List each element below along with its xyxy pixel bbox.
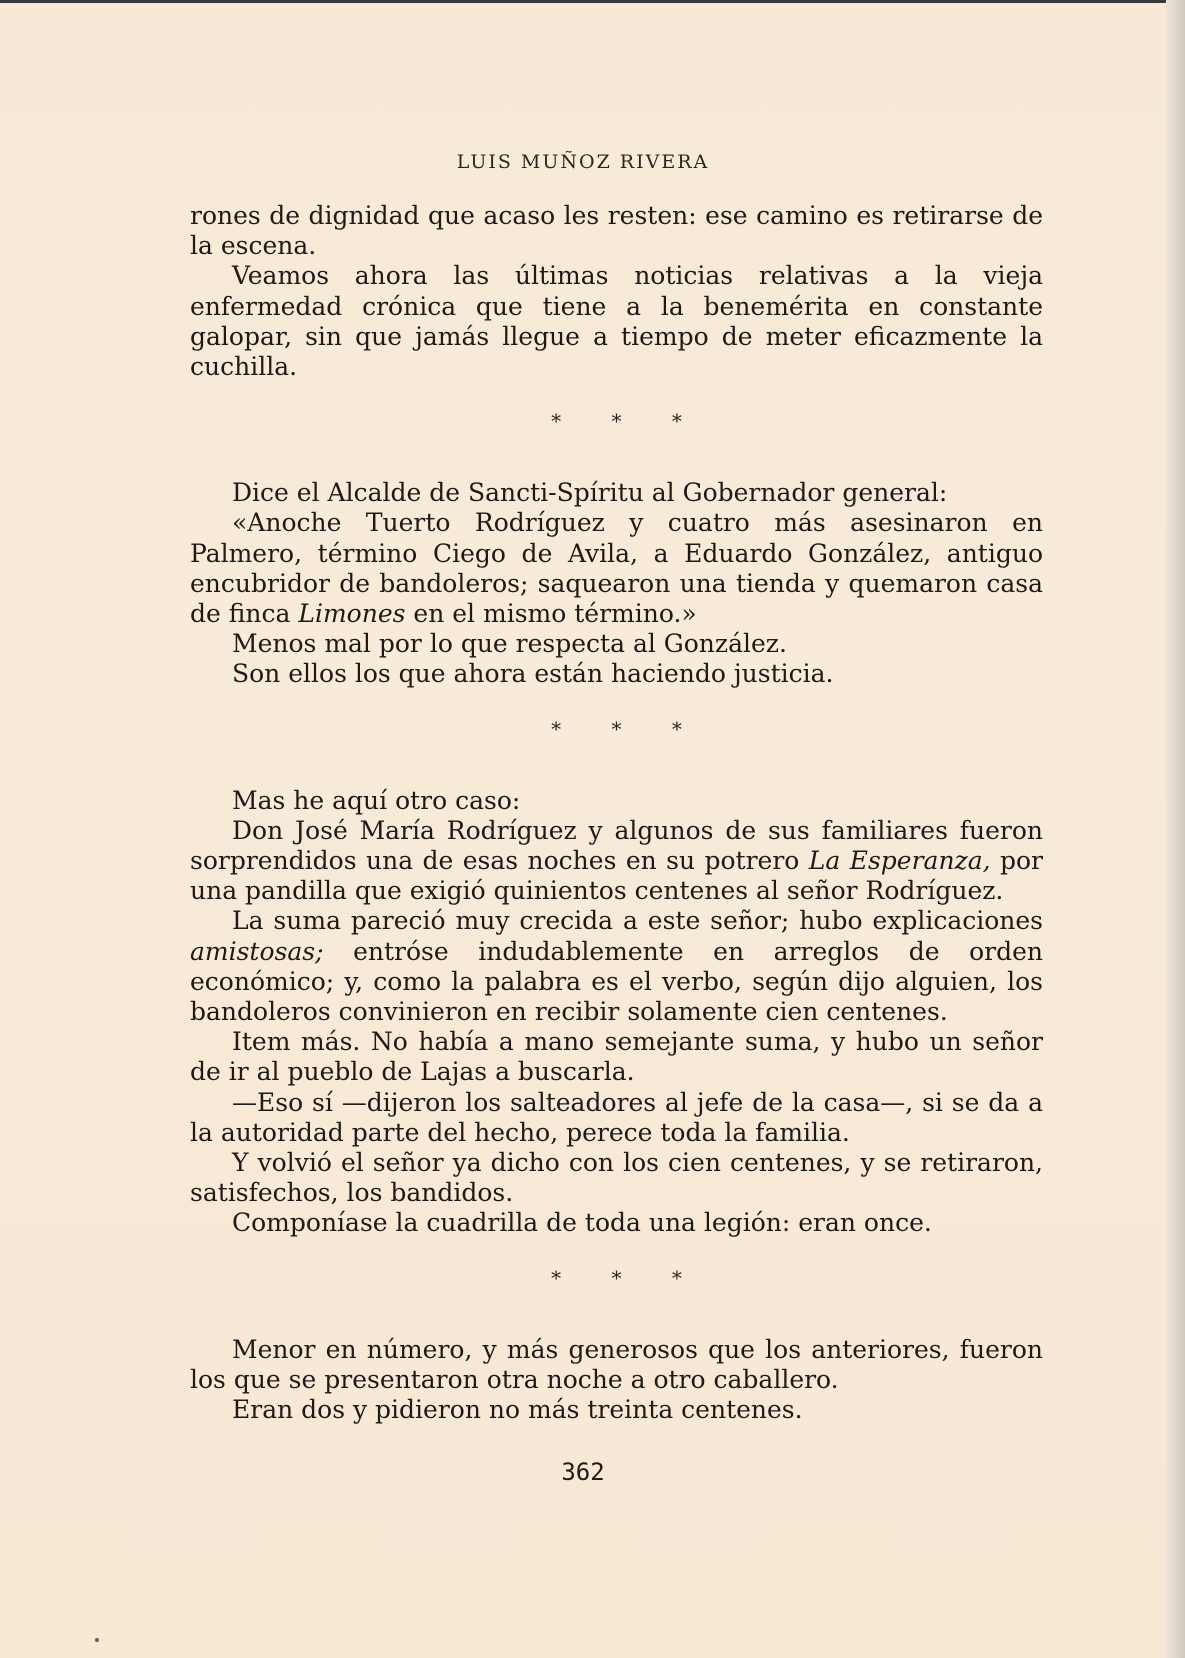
paragraph: «Anoche Tuerto Rodríguez y cuatro más asesinaron en Palmero, término Ciego de Avila, a Eduardo González, antiguo encubridor de bandoleros; saquearon una tienda y quemaron casa de finca Limones en el mismo término.» [190,508,1043,629]
section-separator: * * * [551,409,704,434]
section-separator: * * * [551,716,704,741]
paragraph: rones de dignidad que acaso les resten: ese camino es retirarse de la escena. [190,201,1043,261]
paragraph: Menor en número, y más generosos que los anteriores, fueron los que se presentaron otra noche a otro caballero. [190,1334,1043,1394]
page-number: 362 [561,1458,605,1486]
italic-text: Limones [298,599,406,629]
section-separator: * * * [551,1265,704,1290]
paragraph: Y volvió el señor ya dicho con los cien centenes, y se retiraron, satisfechos, los bandidos. [190,1148,1043,1208]
paragraph: Son ellos los que ahora están haciendo justicia. [232,659,834,689]
paragraph: Eran dos y pidieron no más treinta centenes. [232,1395,803,1425]
paragraph: Menos mal por lo que respecta al González. [232,629,787,659]
paragraph: La suma pareció muy crecida a este señor; hubo explicaciones amistosas; entróse indudablemente en arreglos de orden económico; y, como la palabra es el verbo, según dijo alguien, los bandoleros convinieron en recibir solamente cien centenes. [190,906,1043,1027]
paragraph: Componíase la cuadrilla de toda una legión: eran once. [232,1208,932,1238]
paragraph: Veamos ahora las últimas noticias relativas a la vieja enfermedad crónica que tiene a la benemérita en constante galopar, sin que jamás llegue a tiempo de meter eficazmente la cuchilla. [190,261,1043,382]
paragraph: —Eso sí —dijeron los salteadores al jefe de la casa—, si se da a la autoridad parte del hecho, perece toda la familia. [190,1087,1043,1147]
paper-speck [95,1638,99,1642]
body-text [190,201,1043,1425]
paragraph: Mas he aquí otro caso: [232,785,521,815]
italic-text: amistosas; [190,936,324,966]
italic-text: La Esperanza, [808,846,991,876]
page-edge [1166,0,1185,1658]
paragraph: Item más. No había a mano semejante suma, y hubo un señor de ir al pueblo de Lajas a buscarla. [190,1027,1043,1087]
running-head: LUIS MUÑOZ RIVERA [456,151,710,173]
paragraph: Dice el Alcalde de Sancti-Spíritu al Gobernador general: [232,478,948,508]
paragraph: Don José María Rodríguez y algunos de sus familiares fueron sorprendidos una de esas noches en su potrero La Esperanza, por una pandilla que exigió quinientos centenes al señor Rodríguez. [190,815,1044,906]
